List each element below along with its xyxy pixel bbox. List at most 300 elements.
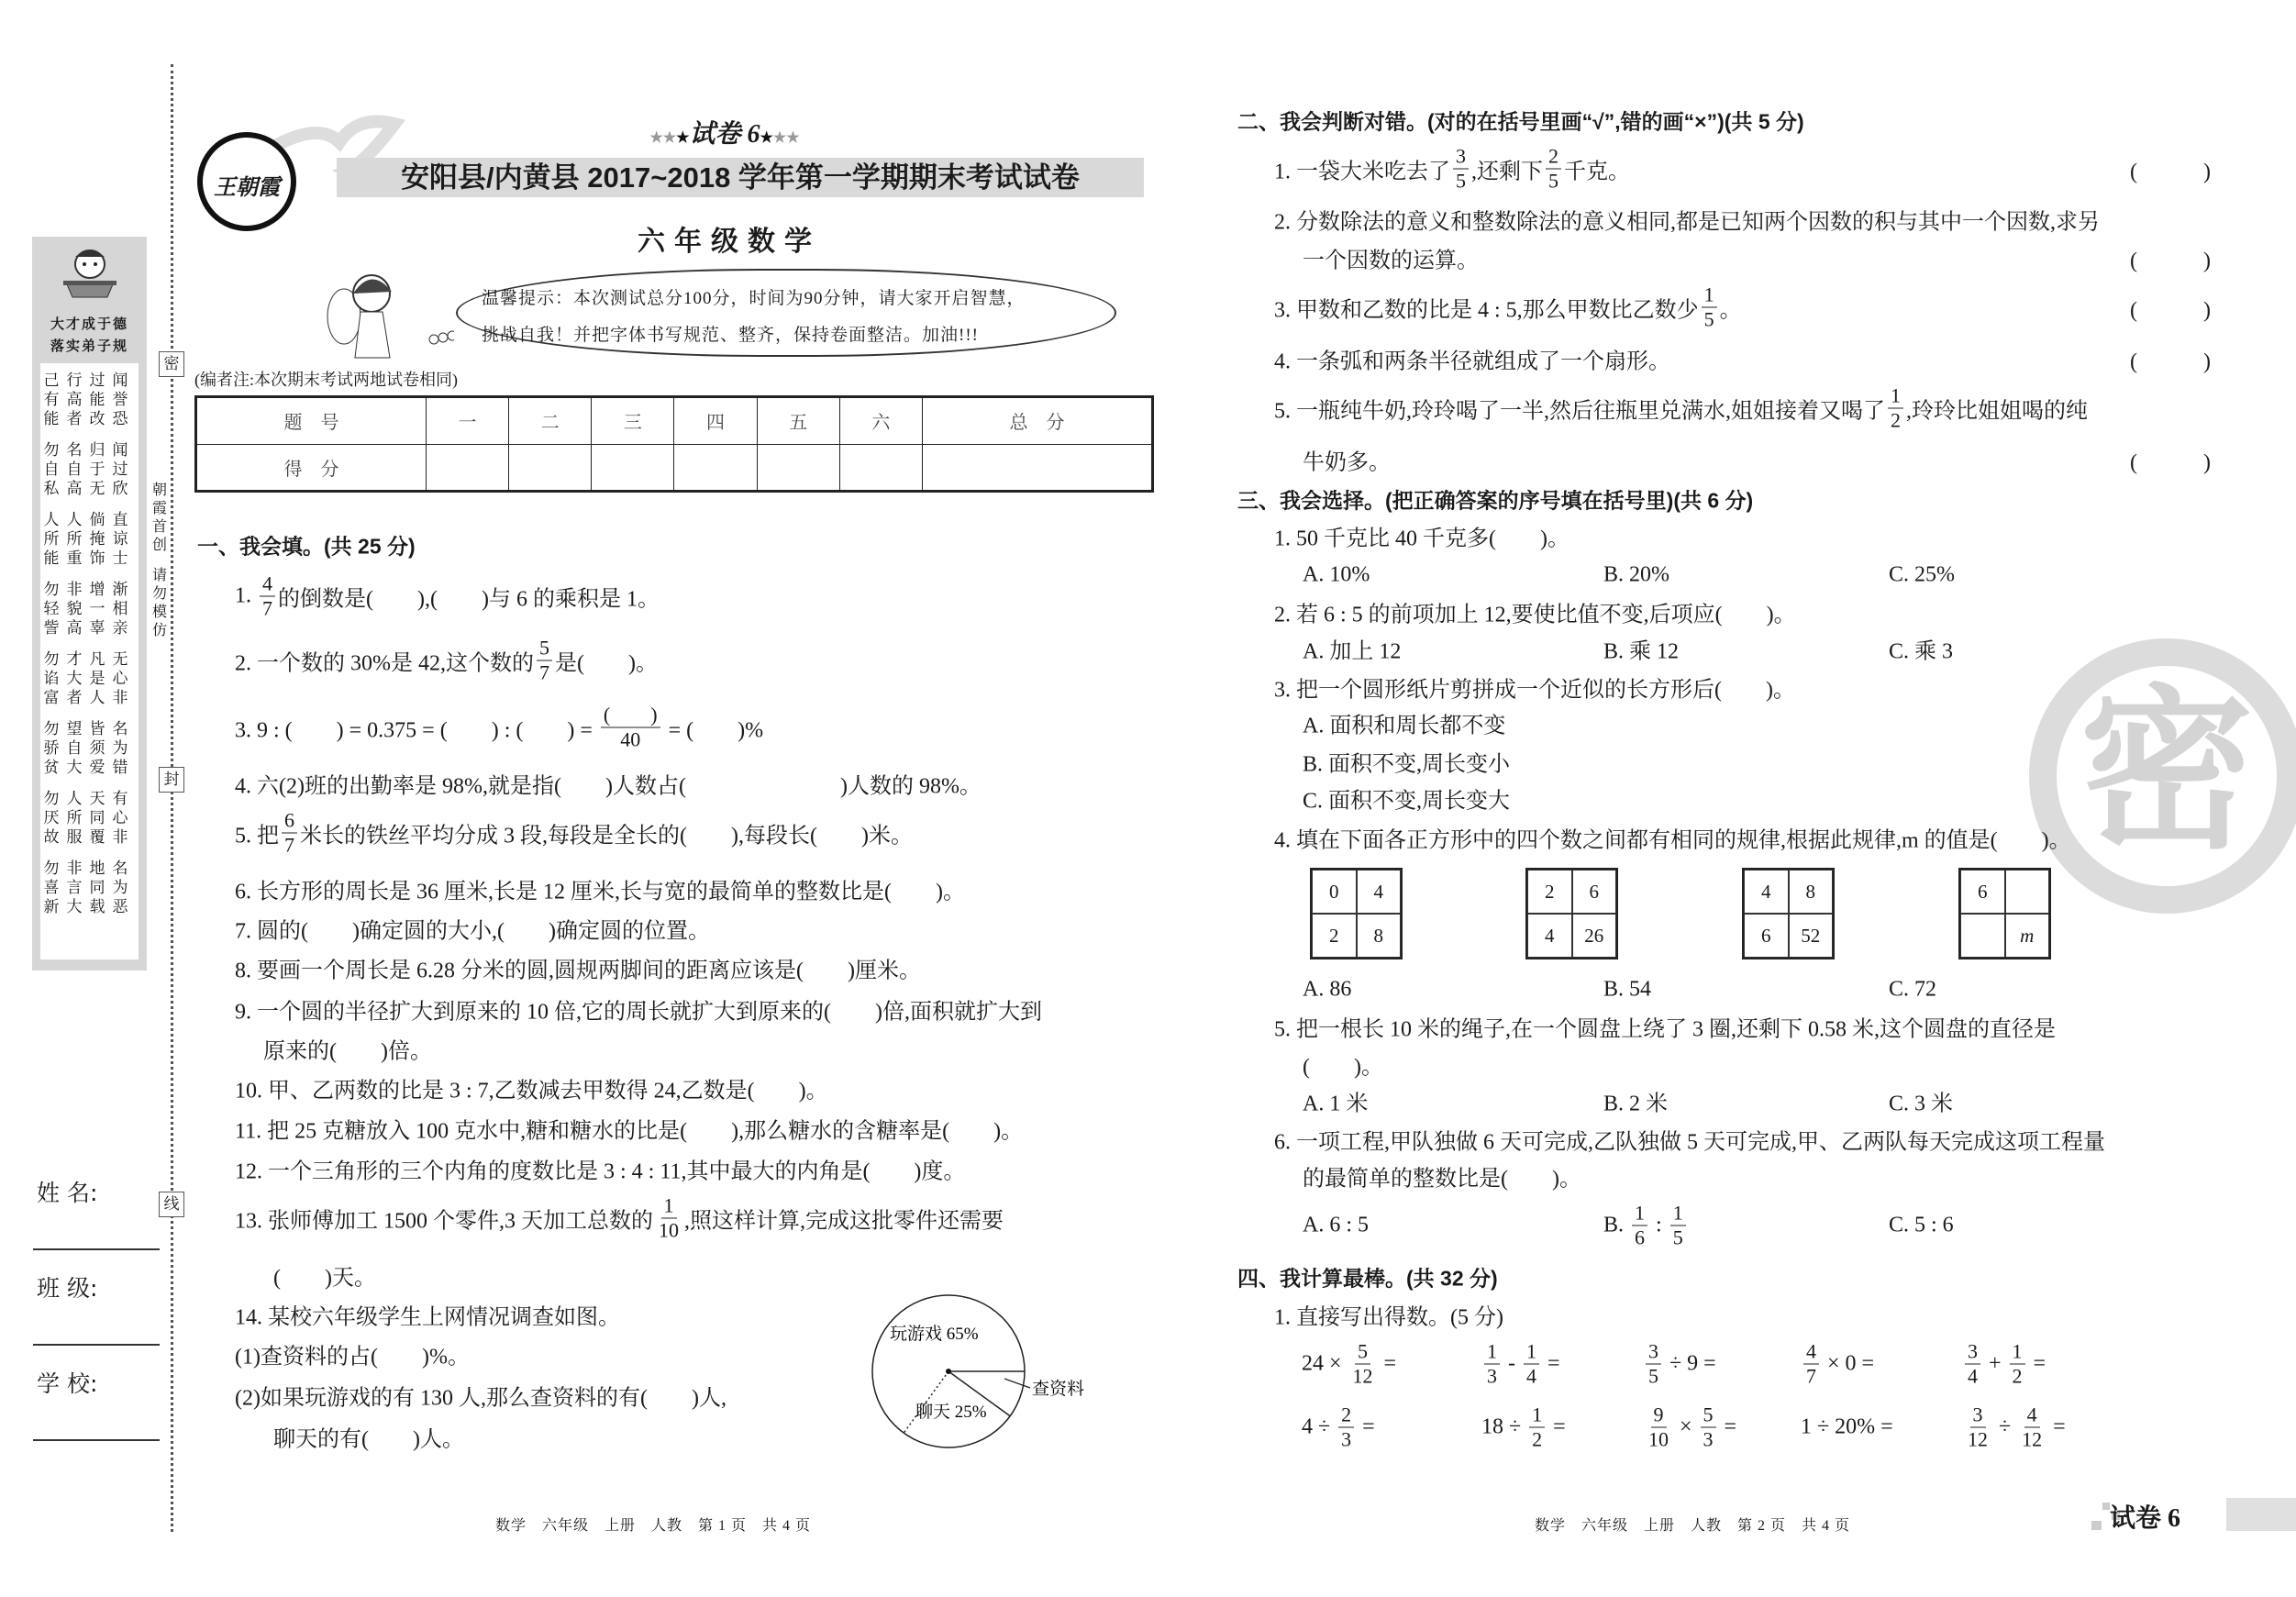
text-segment: A. 86 <box>1303 977 1352 1002</box>
choice-option-a <box>1303 1085 1368 1117</box>
poem-row: 人人倘直 <box>43 511 136 528</box>
fill-question-7 <box>235 913 710 945</box>
answer-blank-2[interactable]: ( ) <box>2130 249 2211 273</box>
poem-row: 故服覆非 <box>43 828 136 846</box>
text-segment: ,照这样计算,完成这批零件还需要 <box>684 1209 1004 1234</box>
text-segment: = <box>1718 1414 1737 1439</box>
text-segment: 4 ÷ <box>1302 1414 1337 1439</box>
fill-question-14-2 <box>235 1380 727 1412</box>
square-cell: 26 <box>1572 914 1617 958</box>
calc-item <box>1801 1340 1874 1389</box>
fraction-numerator: 3 <box>1965 1340 1980 1365</box>
fraction-denominator: 7 <box>539 660 549 684</box>
header-cell: 五 <box>757 397 839 445</box>
fraction-numerator: 5 <box>1701 1403 1716 1428</box>
text-segment: C. 5 : 6 <box>1889 1213 1954 1237</box>
fraction-numerator: 1 <box>1632 1202 1647 1226</box>
fraction-denominator: 12 <box>2022 1427 2043 1451</box>
exam-title: 安阳县/内黄县 2017~2018 学年第一学期期末考试试卷 <box>401 161 1080 194</box>
tip-line-1: 温馨提示：本次测试总分100分，时间为90分钟，请大家开启智慧， <box>482 289 1026 308</box>
number-square-2 <box>1525 868 1618 959</box>
calc-item <box>1302 1340 1396 1389</box>
calc-item <box>1302 1403 1375 1452</box>
text-segment: B. 20% <box>1603 562 1669 587</box>
judge-question-3 <box>1274 283 1742 332</box>
answer-blank-5[interactable]: ( ) <box>2130 450 2211 475</box>
pie-label-research: 查资料 <box>1032 1380 1085 1399</box>
text-segment: 14. 某校六年级学生上网情况调查如图。 <box>235 1305 620 1330</box>
fraction-denominator: 40 <box>620 727 641 751</box>
score-cell[interactable] <box>922 444 1152 492</box>
fraction-numerator: 3 <box>1970 1403 1986 1428</box>
header-cell: 总 分 <box>922 397 1152 445</box>
poem-row: 訾高辜亲 <box>43 619 136 637</box>
score-cell[interactable] <box>839 444 922 492</box>
fill-question-10 <box>235 1072 828 1104</box>
fraction-denominator: 5 <box>1672 1225 1683 1249</box>
text-segment: ,还剩下 <box>1471 160 1543 184</box>
square-cell: 2 <box>1312 914 1357 958</box>
square-cell: 6 <box>1960 870 2005 914</box>
school-field-label: 学 校: <box>37 1370 98 1397</box>
header-cell: 三 <box>592 397 674 445</box>
fraction-numerator: 3 <box>1646 1340 1661 1365</box>
choice-option-c <box>1889 1214 1954 1238</box>
text-segment: C. 乘 3 <box>1889 639 1954 664</box>
fraction-denominator: 5 <box>1548 169 1558 193</box>
calc-subheading: 1. 直接写出得数。(5 分) <box>1274 1305 1503 1330</box>
text-segment: 原来的( )倍。 <box>263 1039 432 1064</box>
text-segment: 6. 长方形的周长是 36 厘米,长是 12 厘米,长与宽的最简单的整数比是( )。 <box>235 880 965 904</box>
calc-item <box>1481 1340 1560 1389</box>
choice-option-a <box>1303 707 1505 739</box>
section-fill-heading: 一、我会填。(共 25 分) <box>197 534 416 559</box>
text-segment: 的倒数是( ),( )与 6 的乘积是 1。 <box>278 587 660 612</box>
star-icon: ★★ <box>649 130 677 146</box>
text-segment: B. 乘 12 <box>1603 639 1680 664</box>
poem-row: 轻貌一相 <box>43 600 136 617</box>
text-segment: 千克。 <box>1564 160 1630 184</box>
name-field-label: 姓 名: <box>37 1180 98 1206</box>
text-segment: 11. 把 25 克糖放入 100 克水中,糖和糖水的比是( ),那么糖水的含糖率是( )。 <box>235 1119 1024 1144</box>
text-segment: A. 1 米 <box>1303 1092 1369 1116</box>
choice-option-a <box>1303 633 1401 665</box>
dizigui-poem <box>40 363 139 959</box>
fraction-denominator: 12 <box>1352 1364 1373 1388</box>
fraction-numerator: 2 <box>1338 1403 1354 1428</box>
text-segment: 1. <box>235 583 257 608</box>
text-segment: A. 10% <box>1303 562 1370 587</box>
poem-row: 勿人天有 <box>43 790 136 807</box>
text-segment: × 0 = <box>1822 1351 1875 1376</box>
poem-block <box>40 859 139 916</box>
text-segment: B. 面积不变,周长变小 <box>1303 752 1511 777</box>
fraction-denominator: 6 <box>1635 1225 1646 1249</box>
text-segment: ( )。 <box>1303 1055 1383 1080</box>
fraction <box>1546 145 1561 194</box>
text-segment: 18 ÷ <box>1481 1414 1527 1439</box>
paper-label <box>587 114 862 150</box>
text-segment: (2)如果玩游戏的有 130 人,那么查资料的有( )人, <box>235 1386 727 1411</box>
score-cell[interactable] <box>757 444 839 492</box>
judge-question-4 <box>1274 343 1670 375</box>
poem-block <box>40 371 139 428</box>
calc-item <box>1643 1340 1716 1389</box>
fraction <box>1701 1403 1716 1452</box>
fraction <box>1338 1403 1354 1452</box>
fill-question-5 <box>235 809 913 858</box>
fraction-denominator: 10 <box>1648 1427 1669 1451</box>
fraction-numerator: 1 <box>1529 1403 1545 1428</box>
poem-row: 谄大是心 <box>43 670 136 687</box>
poem-row: 勿非增渐 <box>43 581 136 598</box>
choice-question-6-cont <box>1303 1160 1581 1192</box>
fraction-denominator: 7 <box>262 596 272 620</box>
text-segment: C. 72 <box>1889 977 1937 1002</box>
poem-row: 喜言同为 <box>43 879 136 896</box>
text-segment: = <box>2027 1351 2046 1376</box>
class-field-line[interactable] <box>33 1344 160 1346</box>
fraction <box>1702 283 1717 332</box>
fraction <box>1529 1403 1545 1452</box>
motto-line-1: 大才成于德 <box>50 316 128 332</box>
fill-question-3 <box>235 704 763 752</box>
pie-center-dot <box>946 1369 951 1374</box>
fraction <box>1670 1202 1686 1250</box>
fraction-denominator: 7 <box>1806 1364 1816 1388</box>
square-cell: 2 <box>1527 870 1572 914</box>
fraction-numerator: 5 <box>1355 1340 1370 1365</box>
choice-option-a <box>1303 978 1351 1003</box>
answer-blank-3[interactable]: ( ) <box>2130 298 2211 323</box>
fraction-numerator: 1 <box>1888 384 1903 409</box>
choice-option-b <box>1603 563 1669 588</box>
choice-question-3 <box>1274 671 1795 704</box>
text-segment: C. 面积不变,周长变大 <box>1303 789 1511 814</box>
header-cell: 六 <box>839 397 922 445</box>
poem-block <box>40 580 139 638</box>
poem-row: 富者人非 <box>43 689 136 706</box>
fraction <box>656 1194 682 1243</box>
header-cell: 四 <box>674 397 757 445</box>
fraction <box>1965 1403 1991 1452</box>
text-segment: ,玲玲比姐姐喝的纯 <box>1906 399 2088 424</box>
text-segment: 的最简单的整数比是( )。 <box>1303 1167 1581 1192</box>
judge-question-2-cont <box>1303 242 1479 274</box>
text-segment: 1 ÷ 20% = <box>1801 1414 1893 1439</box>
calc-item <box>1481 1403 1566 1452</box>
calc-item <box>1962 1403 2066 1452</box>
poem-row: 自自于过 <box>43 460 136 478</box>
judge-question-1 <box>1274 145 1630 194</box>
text-segment: 13. 张师傅加工 1500 个零件,3 天加工总数的 <box>235 1209 653 1234</box>
text-segment: 24 × <box>1302 1351 1348 1376</box>
score-table-score-row <box>196 444 1153 492</box>
fraction <box>2010 1340 2025 1389</box>
score-table <box>194 395 1154 493</box>
fraction-denominator: 5 <box>1456 169 1466 193</box>
text-segment: 5. 一瓶纯牛奶,玲玲喝了一半,然后往瓶里兑满水,姐姐接着又喝了 <box>1274 399 1885 424</box>
text-segment: B. <box>1603 1213 1630 1237</box>
fraction <box>1803 1340 1819 1389</box>
poem-row: 厌所同心 <box>43 809 136 826</box>
fraction-denominator: 10 <box>659 1218 679 1242</box>
fraction <box>260 572 275 621</box>
poem-block <box>40 510 139 568</box>
seal-char-feng: 封 <box>159 767 184 793</box>
tip-line-2: 挑战自我！并把字体书写规范、整齐，保持卷面整洁。加油!!! <box>482 326 979 345</box>
fraction-denominator: 5 <box>1703 307 1714 331</box>
text-segment: C. 3 米 <box>1889 1092 1954 1116</box>
fraction <box>1632 1202 1647 1250</box>
footer-left: 数学 六年级 上册 人教 第 1 页 共 4 页 <box>495 1518 812 1534</box>
poem-block <box>40 789 139 847</box>
text-segment: = <box>1357 1414 1375 1439</box>
fill-question-4 <box>235 768 982 800</box>
choice-question-4 <box>1274 822 2071 854</box>
choice-option-b <box>1303 746 1510 778</box>
fill-question-14 <box>235 1299 620 1331</box>
header-cell: 一 <box>426 397 508 445</box>
text-segment: = <box>1547 1414 1566 1439</box>
fraction <box>2019 1403 2045 1452</box>
fraction-numerator: 3 <box>1453 145 1469 170</box>
text-segment: 4. 六(2)班的出勤率是 98%,就是指( )人数占( )人数的 98%。 <box>235 774 982 799</box>
choice-option-a <box>1303 1214 1369 1238</box>
text-segment: 1. 50 千克比 40 千克多( )。 <box>1274 527 1569 551</box>
fill-question-2 <box>235 637 658 685</box>
fraction-numerator: 1 <box>2010 1340 2025 1365</box>
text-segment: C. 25% <box>1889 562 1955 587</box>
text-segment: 1. 一袋大米吃去了 <box>1274 160 1450 184</box>
text-segment: 10. 甲、乙两数的比是 3 : 7,乙数减去甲数得 24,乙数是( )。 <box>235 1079 828 1103</box>
text-segment: 一个因数的运算。 <box>1303 249 1479 273</box>
fraction-denominator: 4 <box>1526 1364 1536 1388</box>
text-segment: 7. 圆的( )确定圆的大小,( )确定圆的位置。 <box>235 919 710 944</box>
square-cell <box>2005 870 2050 914</box>
text-segment: 5. 把 <box>235 824 279 848</box>
poem-row: 勿非地名 <box>43 859 136 877</box>
text-segment: + <box>1983 1351 2007 1376</box>
poem-row: 勿名归闻 <box>43 441 136 459</box>
choice-question-2 <box>1274 596 1796 628</box>
star-icon: ★ <box>760 130 773 146</box>
score-cell[interactable] <box>426 444 508 492</box>
choice-option-b <box>1603 633 1679 665</box>
number-square-1 <box>1310 868 1403 959</box>
poem-block <box>40 719 139 777</box>
choice-option-c <box>1889 1085 1953 1117</box>
fraction <box>601 704 660 752</box>
text-segment: = <box>1378 1351 1397 1376</box>
fill-question-1 <box>235 572 660 621</box>
fraction-denominator: 7 <box>284 833 294 857</box>
choice-question-5-cont <box>1303 1048 1383 1081</box>
text-segment: 4. 一条弧和两条半径就组成了一个扇形。 <box>1274 349 1670 374</box>
text-segment: A. 面积和周长都不变 <box>1303 714 1506 738</box>
poem-row: 能重饰士 <box>43 549 136 567</box>
name-field-line[interactable] <box>33 1248 160 1250</box>
fraction-numerator: 6 <box>282 809 297 834</box>
square-cell <box>1960 914 2005 958</box>
text-segment: 2. 一个数的 30%是 42,这个数的 <box>235 651 534 676</box>
choice-question-5 <box>1274 1011 2056 1043</box>
calc-item <box>1962 1340 2046 1389</box>
text-segment: B. 2 米 <box>1603 1092 1669 1116</box>
text-segment: 12. 一个三角形的三个内角的度数比是 3 : 4 : 11,其中最大的内角是( )度。 <box>235 1159 966 1184</box>
fill-question-9 <box>235 993 1042 1026</box>
section-calc-heading: 四、我计算最棒。(共 32 分) <box>1237 1266 1498 1291</box>
text-segment: B. 54 <box>1603 977 1652 1002</box>
text-segment: 5. 把一根长 10 米的绳子,在一个圆盘上绕了 3 圈,还剩下 0.58 米,这个圆盘的直径是 <box>1274 1017 2056 1042</box>
fraction <box>1646 1403 1671 1452</box>
fraction <box>1453 145 1469 194</box>
text-segment: 2. 分数除法的意义和整数除法的意义相同,都是已知两个因数的积与其中一个因数,求另 <box>1274 210 2100 235</box>
student-reading-illustration <box>60 244 120 301</box>
fill-question-14-1 <box>235 1338 470 1370</box>
paper-tag: 试卷 6 <box>2110 1504 2181 1533</box>
fill-question-6 <box>235 873 965 905</box>
fraction-denominator: 3 <box>1341 1427 1352 1451</box>
star-icon: ★★ <box>772 130 800 146</box>
score-cell[interactable] <box>509 444 592 492</box>
fraction-numerator: 9 <box>1651 1403 1667 1428</box>
text-segment: 是( )。 <box>555 651 658 676</box>
logo-text: 王朝霞 <box>214 176 280 200</box>
fraction <box>1965 1340 1980 1389</box>
choice-option-c <box>1303 782 1510 815</box>
fraction-denominator: 2 <box>1532 1427 1543 1451</box>
score-cell[interactable] <box>674 444 757 492</box>
text-segment: ( )天。 <box>273 1266 376 1291</box>
fraction-denominator: 3 <box>1487 1364 1497 1388</box>
choice-question-1 <box>1274 520 1569 552</box>
poem-row: 新大载恶 <box>43 898 136 915</box>
fraction <box>282 809 297 858</box>
answer-blank-1[interactable]: ( ) <box>2130 160 2211 184</box>
poem-row: 骄自须为 <box>43 739 136 757</box>
square-cell: 4 <box>1744 870 1789 914</box>
watermark-seal: 密 <box>2029 638 2296 914</box>
text-segment: 。 <box>1719 298 1742 323</box>
square-cell: 52 <box>1789 914 1834 958</box>
pie-label-games: 玩游戏 65% <box>890 1325 979 1344</box>
text-segment: 6. 一项工程,甲队独做 6 天可完成,乙队独做 5 天可完成,甲、乙两队每天完成这项工程量 <box>1274 1130 2105 1155</box>
motto-line-2: 落实弟子规 <box>50 338 128 354</box>
text-segment: : <box>1650 1213 1668 1237</box>
poem-row: 勿才凡无 <box>43 650 136 668</box>
fraction <box>1646 1340 1661 1389</box>
text-segment: A. 加上 12 <box>1303 639 1402 664</box>
text-segment: 2. 若 6 : 5 的前项加上 12,要使比值不变,后项应( )。 <box>1274 603 1796 627</box>
text-segment: 牛奶多。 <box>1303 450 1391 475</box>
square-cell: 4 <box>1357 870 1402 914</box>
calc-item <box>1801 1415 1893 1440</box>
editor-note: (编者注:本次期末考试两地试卷相同) <box>194 371 458 389</box>
fill-question-9-cont <box>263 1033 432 1065</box>
fraction-numerator: ( ) <box>601 704 660 728</box>
text-segment: 3. 9 : ( ) = 0.375 = ( ) : ( ) = <box>235 718 598 743</box>
text-segment: 3. 甲数和乙数的比是 4 : 5,那么甲数比乙数少 <box>1274 298 1699 323</box>
school-field-line[interactable] <box>33 1439 160 1441</box>
text-segment: × <box>1674 1414 1698 1439</box>
text-segment: 聊天的有( )人。 <box>273 1427 464 1452</box>
fraction-denominator: 2 <box>1891 408 1901 432</box>
square-cell: 6 <box>1572 870 1617 914</box>
fraction-denominator: 5 <box>1648 1364 1658 1388</box>
judge-question-2 <box>1274 204 2100 236</box>
motto-sidebar <box>32 237 147 970</box>
poem-block <box>40 440 139 498</box>
fraction-denominator: 2 <box>2012 1364 2023 1388</box>
number-square-4 <box>1958 868 2051 959</box>
fraction-denominator: 3 <box>1703 1427 1714 1451</box>
poem-block <box>40 649 139 707</box>
fill-question-13 <box>235 1194 1004 1243</box>
square-cell: 8 <box>1357 914 1402 958</box>
internet-usage-pie-chart <box>862 1289 1119 1454</box>
poem-row: 贫大爱错 <box>43 759 136 776</box>
poem-row: 有高能誉 <box>43 391 136 408</box>
fraction <box>1484 1340 1500 1389</box>
square-cell: 8 <box>1789 870 1834 914</box>
text-segment: (1)查资料的占( )%。 <box>235 1345 470 1370</box>
subject-title: 六年级数学 <box>638 226 821 258</box>
fraction-numerator: 4 <box>1803 1340 1819 1365</box>
seal-char-mi: 密 <box>159 351 184 377</box>
text-segment: - <box>1503 1351 1521 1376</box>
fraction-numerator: 1 <box>1702 283 1717 308</box>
text-segment: = <box>2047 1414 2066 1439</box>
class-field-label: 班 级: <box>37 1275 98 1302</box>
choice-option-c <box>1889 633 1953 665</box>
choice-option-b <box>1603 1085 1668 1117</box>
choice-option-b <box>1603 1202 1689 1250</box>
number-square-3 <box>1742 868 1835 959</box>
fraction-numerator: 1 <box>1670 1202 1686 1226</box>
pie-label-leader <box>1004 1379 1030 1388</box>
square-cell: 4 <box>1527 914 1572 958</box>
poem-row: 勿望皆名 <box>43 720 136 738</box>
section-judge-heading: 二、我会判断对错。(对的在括号里画“√”,错的画“×”)(共 5 分) <box>1237 109 1804 134</box>
header-cell: 二 <box>509 397 592 445</box>
score-cell[interactable] <box>592 444 674 492</box>
answer-blank-4[interactable]: ( ) <box>2130 349 2211 374</box>
text-segment: = ( )% <box>662 718 764 743</box>
vertical-note-2: 请勿模仿 <box>151 568 167 638</box>
text-segment: = <box>1542 1351 1560 1376</box>
fraction-denominator: 12 <box>1968 1427 1988 1451</box>
poem-row: 己行过闻 <box>43 372 136 389</box>
fraction <box>1524 1340 1539 1389</box>
seal-char-xian: 线 <box>159 1192 184 1217</box>
text-segment: A. 6 : 5 <box>1303 1213 1369 1237</box>
poem-row: 私高无欣 <box>43 480 136 497</box>
fraction-numerator: 5 <box>537 637 552 661</box>
fraction <box>1888 384 1903 433</box>
choice-question-6 <box>1274 1124 2105 1156</box>
fraction-numerator: 1 <box>661 1194 677 1219</box>
footer-right: 数学 六年级 上册 人教 第 2 页 共 4 页 <box>1535 1518 1851 1534</box>
fraction <box>1350 1340 1376 1389</box>
choice-option-c <box>1889 563 1955 588</box>
text-segment: 4. 填在下面各正方形中的四个数之间都有相同的规律,根据此规律,m 的值是( )。 <box>1274 828 2071 853</box>
fraction-numerator: 1 <box>1524 1340 1539 1365</box>
binding-dotted-line <box>171 64 173 1532</box>
text-segment: ÷ 9 = <box>1664 1351 1716 1376</box>
text-segment: 9. 一个圆的半径扩大到原来的 10 倍,它的周长就扩大到原来的( )倍,面积就扩大到 <box>235 1000 1042 1025</box>
fill-question-12 <box>235 1153 965 1185</box>
